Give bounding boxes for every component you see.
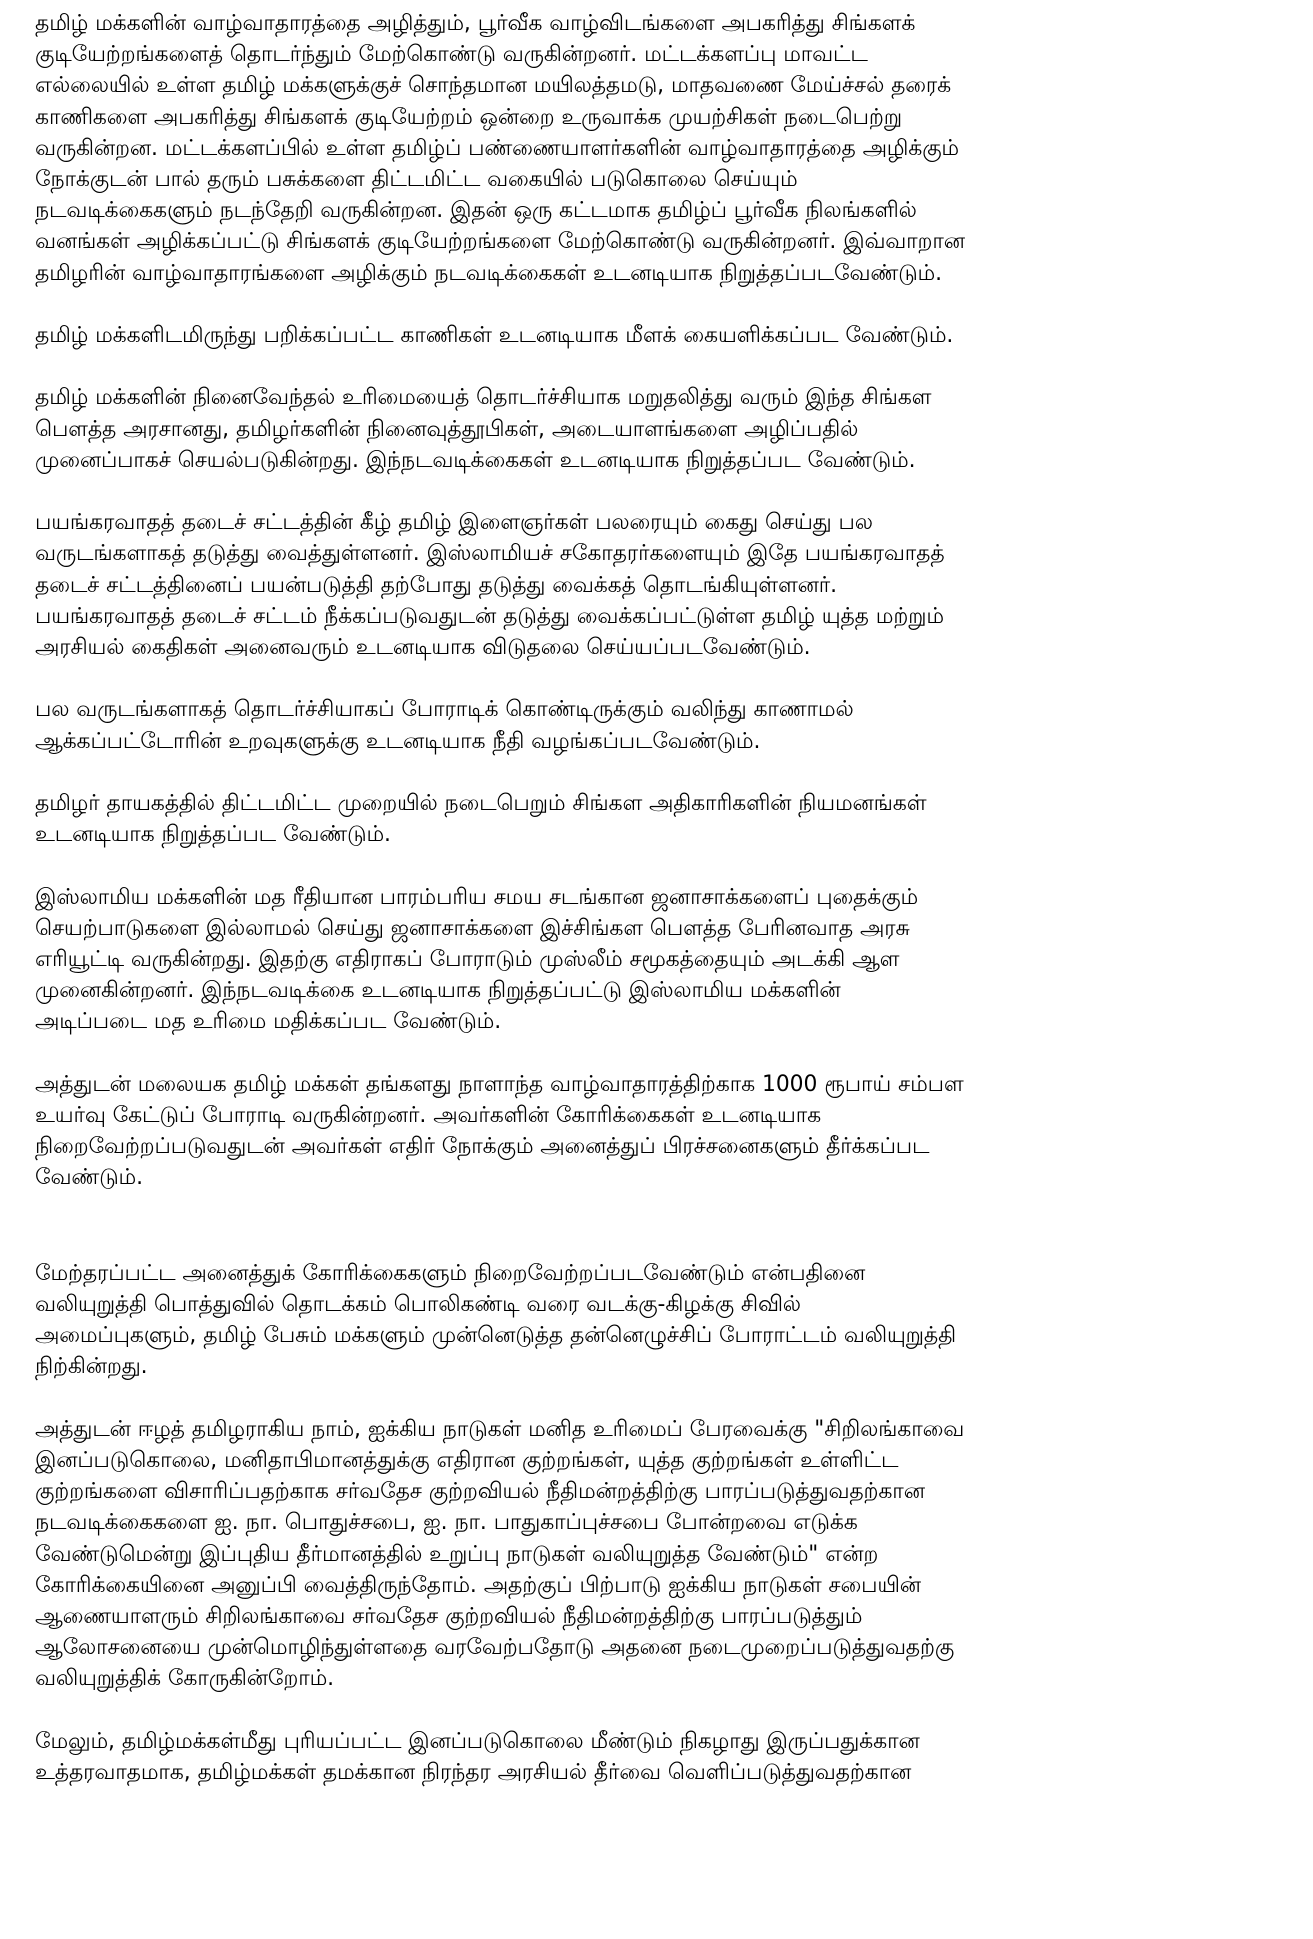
text-line: பௌத்த அரசானது, தமிழர்களின் நினைவுத்தூபிகள், அடையாளங்களை அழிப்பதில் — [35, 416, 859, 442]
text-line: அமைப்புகளும், தமிழ் பேசும் மக்களும் முன்னெடுத்த தன்னெழுச்சிப் போராட்டம் வலியுறுத்தி — [35, 1323, 956, 1349]
paragraph-land-return — [35, 320, 1291, 351]
text-line: தமிழர் தாயகத்தில் திட்டமிட்ட முறையில் நடைபெறும் சிங்கள அதிகாரிகளின் நியமனங்கள் — [35, 791, 927, 816]
text-line: நிறைவேற்றப்படுவதுடன் அவர்கள் எதிர் நோக்கும் அனைத்துப் பிரச்சனைகளும் தீர்க்கப்பட — [35, 1134, 930, 1160]
text-line: வேண்டும். — [35, 1165, 143, 1191]
text-line: வனங்கள் அழிக்கப்பட்டு சிங்களக் குடியேற்றங்களை மேற்கொண்டு வருகின்றனர். இவ்வாறான — [35, 229, 965, 255]
text-line: முனைப்பாகச் செயல்படுகின்றது. இந்நடவடிக்கைகள் உடனடியாக நிறுத்தப்பட வேண்டும். — [35, 447, 916, 473]
text-line: ஆலோசனையை முன்மொழிந்துள்ளதை வரவேற்பதோடு அதனை நடைமுறைப்படுத்துவதற்கு — [35, 1635, 955, 1661]
text-line: எரியூட்டி வருகின்றது. இதற்கு எதிராகப் போராடும் முஸ்லீம் சமூகத்தையும் அடக்கி ஆள — [35, 947, 900, 972]
text-line: வருடங்களாகத் தடுத்து வைத்துள்ளனர். இஸ்லாமியச் சகோதரர்களையும் இதே பயங்கரவாதத் — [35, 541, 945, 567]
text-line: பல வருடங்களாகத் தொடர்ச்சியாகப் போராடிக் கொண்டிருக்கும் வலிந்து காணாமல் — [35, 697, 854, 723]
text-line: உயர்வு கேட்டுப் போராடி வருகின்றனர். அவர்களின் கோரிக்கைகள் உடனடியாக — [35, 1103, 822, 1128]
text-line: இஸ்லாமிய மக்களின் மத ரீதியான பாரம்பரிய சமய சடங்கான ஜனாசாக்களைப் புதைக்கும் — [35, 884, 919, 910]
text-line: தமிழ் மக்களிடமிருந்து பறிக்கப்பட்ட காணிகள் உடனடியாக மீளக் கையளிக்கப்பட வேண்டும். — [35, 323, 954, 349]
text-line: நிற்கின்றது. — [35, 1354, 148, 1380]
section-gap — [35, 1225, 1291, 1258]
paragraph-upcountry-wages — [35, 1069, 1291, 1194]
text-line: அரசியல் கைதிகள் அனைவரும் உடனடியாக விடுதலை செய்யப்படவேண்டும். — [35, 635, 811, 661]
text-line: உத்தரவாதமாக, தமிழ்மக்கள் தமக்கான நிரந்தர அரசியல் தீர்வை வெளிப்படுத்துவதற்கான — [35, 1760, 912, 1786]
paragraph-disappeared — [35, 694, 1291, 756]
text-line: மேலும், தமிழ்மக்கள்மீது புரியப்பட்ட இனப்படுகொலை மீண்டும் நிகழாது இருப்பதுக்கான — [35, 1728, 920, 1754]
paragraph-janaza — [35, 882, 1291, 1038]
text-line: வலியுறுத்தி பொத்துவில் தொடக்கம் பொலிகண்டி வரை வடக்கு-கிழக்கு சிவில் — [35, 1292, 801, 1317]
text-line: வருகின்றன. மட்டக்களப்பில் உள்ள தமிழ்ப் பண்ணையாளர்களின் வாழ்வாதாரத்தை அழிக்கும் — [35, 135, 959, 161]
text-line: காணிகளை அபகரித்து சிங்களக் குடியேற்றம் ஒன்றை உருவாக்க முயற்சிகள் நடைபெற்று — [35, 104, 902, 130]
text-line: நோக்குடன் பால் தரும் பசுக்களை திட்டமிட்ட வகையில் படுகொலை செய்யும் — [35, 167, 798, 193]
text-line: தமிழ் மக்களின் நினைவேந்தல் உரிமையைத் தொடர்ச்சியாக மறுதலித்து வரும் இந்த சிங்கள — [35, 385, 932, 411]
paragraph-p2p-protest — [35, 1258, 1291, 1383]
text-line: அடிப்படை மத உரிமை மதிக்கப்பட வேண்டும். — [35, 1009, 502, 1035]
text-line: குற்றங்களை விசாரிப்பதற்காக சர்வதேச குற்றவியல் நீதிமன்றத்திற்கு பாரப்படுத்துவதற்கான — [35, 1479, 925, 1505]
text-line: ஆக்கப்பட்டோரின் உறவுகளுக்கு உடனடியாக நீதி வழங்கப்படவேண்டும். — [35, 728, 761, 754]
text-line: தமிழரின் வாழ்வாதாரங்களை அழிக்கும் நடவடிக்கைகள் உடனடியாக நிறுத்தப்படவேண்டும். — [35, 260, 943, 286]
text-line: தடைச் சட்டத்தினைப் பயன்படுத்தி தற்போது தடுத்து வைக்கத் தொடங்கியுள்ளனர். — [35, 572, 838, 598]
paragraph-guarantee — [35, 1726, 1291, 1788]
text-line: அத்துடன் ஈழத் தமிழராகிய நாம், ஐக்கிய நாடுகள் மனித உரிமைப் பேரவைக்கு "சிறிலங்காவை — [35, 1416, 965, 1442]
paragraph-icc-referral — [35, 1414, 1291, 1695]
text-line: நடவடிக்கைகளும் நடந்தேறி வருகின்றன. இதன் ஒரு கட்டமாக தமிழ்ப் பூர்வீக நிலங்களில் — [35, 198, 917, 224]
text-line: தமிழ் மக்களின் வாழ்வாதாரத்தை அழித்தும், பூர்வீக வாழ்விடங்களை அபகரித்து சிங்களக் — [35, 11, 916, 36]
text-line: வேண்டுமென்று இப்புதிய தீர்மானத்தில் உறுப்பு நாடுகள் வலியுறுத்த வேண்டும்" என்ற — [35, 1541, 879, 1567]
paragraph-pta-detainees — [35, 507, 1291, 663]
text-line: உடனடியாக நிறுத்தப்பட வேண்டும். — [35, 822, 391, 848]
text-line: மேற்தரப்பட்ட அனைத்துக் கோரிக்கைகளும் நிறைவேற்றப்படவேண்டும் என்பதினை — [35, 1260, 866, 1286]
text-line: இனப்படுகொலை, மனிதாபிமானத்துக்கு எதிரான குற்றங்கள், யுத்த குற்றங்கள் உள்ளிட்ட — [35, 1448, 899, 1473]
text-line: எல்லையில் உள்ள தமிழ் மக்களுக்குச் சொந்தமான மயிலத்தமடு, மாதவணை மேய்ச்சல் தரைக் — [35, 73, 952, 99]
text-line: குடியேற்றங்களைத் தொடர்ந்தும் மேற்கொண்டு வருகின்றனர். மட்டக்களப்பு மாவட்ட — [35, 42, 868, 68]
paragraph-appointments — [35, 788, 1291, 850]
text-line: அத்துடன் மலையக தமிழ் மக்கள் தங்களது நாளாந்த வாழ்வாதாரத்திற்காக 1000 ரூபாய் சம்பள — [35, 1071, 964, 1097]
text-line: முனைகின்றனர். இந்நடவடிக்கை உடனடியாக நிறுத்தப்பட்டு இஸ்லாமிய மக்களின் — [35, 978, 841, 1004]
text-line: நடவடிக்கைகளை ஐ. நா. பொதுச்சபை, ஐ. நா. பாதுகாப்புச்சபை போன்றவை எடுக்க — [35, 1510, 858, 1536]
text-line: ஆணையாளரும் சிறிலங்காவை சர்வதேச குற்றவியல் நீதிமன்றத்திற்கு பாரப்படுத்தும் — [35, 1604, 863, 1630]
text-line: செயற்பாடுகளை இல்லாமல் செய்து ஜனாசாக்களை இச்சிங்கள பௌத்த பேரினவாத அரசு — [35, 915, 910, 941]
paragraph-livelihood — [35, 8, 1291, 289]
paragraph-memorial-rights — [35, 382, 1291, 476]
text-line: பயங்கரவாதத் தடைச் சட்டம் நீக்கப்படுவதுடன் தடுத்து வைக்கப்பட்டுள்ள தமிழ் யுத்த மற்றும் — [35, 603, 944, 629]
text-line: பயங்கரவாதத் தடைச் சட்டத்தின் கீழ் தமிழ் இளைஞர்கள் பலரையும் கைது செய்து பல — [35, 510, 873, 536]
text-line: வலியுறுத்திக் கோருகின்றோம். — [35, 1666, 335, 1692]
text-line: கோரிக்கையினை அனுப்பி வைத்திருந்தோம். அதற்குப் பிற்பாடு ஐக்கிய நாடுகள் சபையின் — [35, 1572, 921, 1598]
